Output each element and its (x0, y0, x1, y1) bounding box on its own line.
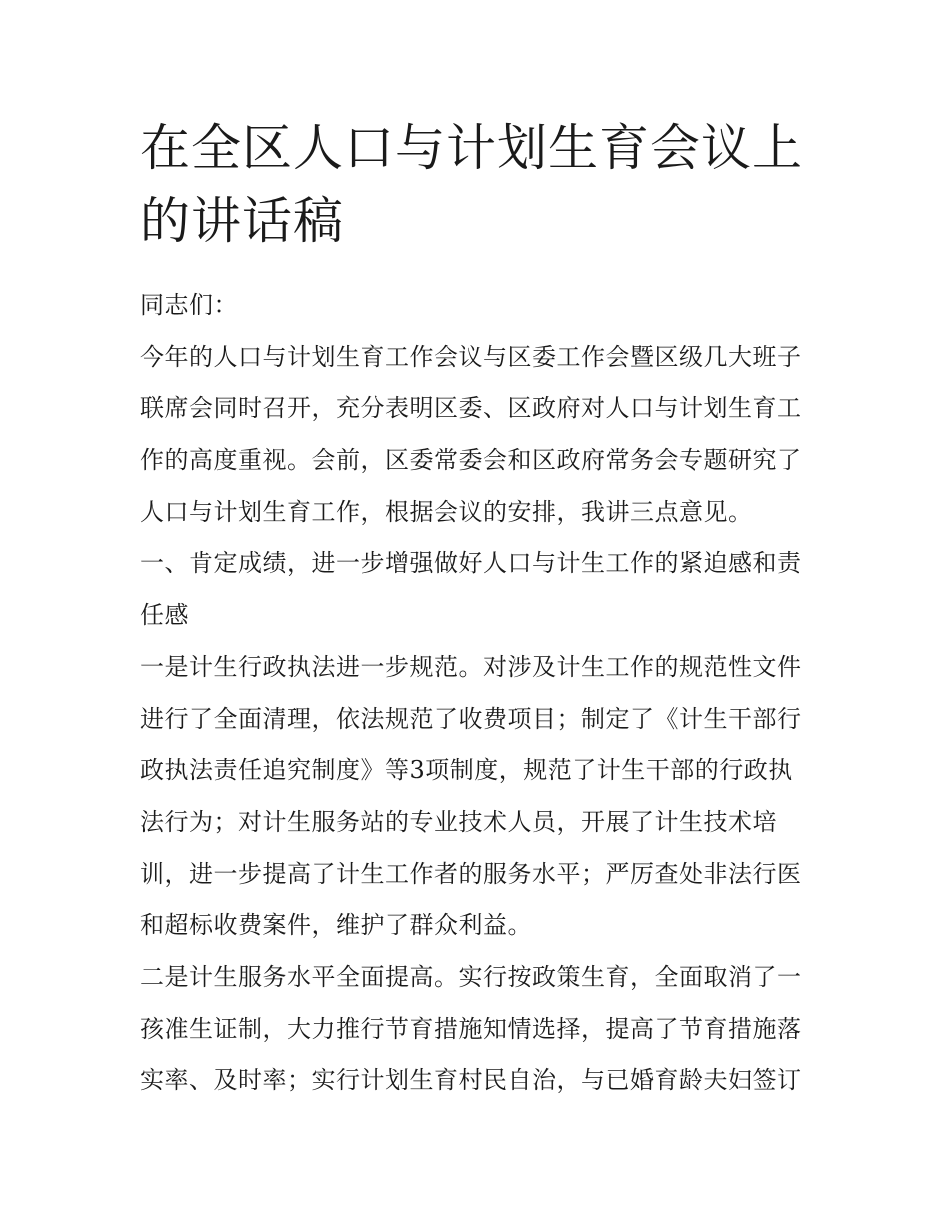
text-line: 一是计生行政执法进一步规范。对涉及计生工作的规范性文件 (140, 652, 802, 681)
salutation: 同志们： (140, 291, 238, 319)
text-line: 进行了全面清理，依法规范了收费项目；制定了《计生干部行 (140, 704, 802, 733)
text-line: 作的高度重视。会前，区委常委会和区政府常务会专题研究了 (140, 446, 802, 475)
title-line-2: 的讲话稿 (140, 192, 344, 250)
section-heading-line: 任感 (140, 601, 189, 630)
text-line: 政执法责任追究制度》等3项制度，规范了计生干部的行政执 (140, 756, 793, 785)
title-line-1: 在全区人口与计划生育会议上 (140, 119, 803, 177)
text-line: 训，进一步提高了计生工作者的服务水平；严厉查处非法行医 (140, 859, 802, 888)
text-line: 和超标收费案件，维护了群众利益。 (140, 911, 532, 940)
text-line: 实率、及时率；实行计划生育村民自治，与已婚育龄夫妇签订 (140, 1066, 802, 1095)
section-heading-line: 一、肯定成绩，进一步增强做好人口与计生工作的紧迫感和责 (140, 549, 802, 578)
document-body (140, 280, 815, 1107)
text-line: 二是计生服务水平全面提高。实行按政策生育，全面取消了一 (140, 962, 802, 991)
text-line: 人口与计划生育工作，根据会议的安排，我讲三点意见。 (140, 497, 753, 526)
document-title (140, 112, 815, 258)
text-line: 联席会同时召开，充分表明区委、区政府对人口与计划生育工 (140, 394, 802, 423)
text-line: 今年的人口与计划生育工作会议与区委工作会暨区级几大班子 (140, 342, 802, 371)
text-line: 孩准生证制，大力推行节育措施知情选择，提高了节育措施落 (140, 1014, 802, 1043)
text-line: 法行为；对计生服务站的专业技术人员，开展了计生技术培 (140, 807, 777, 836)
document-page (140, 112, 815, 1107)
